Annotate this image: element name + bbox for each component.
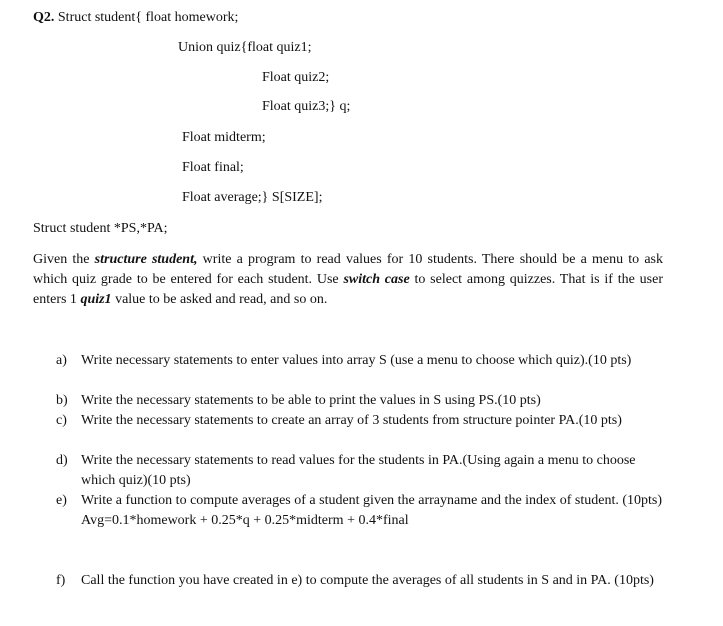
code-line-pointers: Struct student *PS,*PA; — [33, 221, 168, 236]
task-label: f) — [56, 573, 66, 588]
code-line-struct-text: Struct student{ float homework; — [57, 10, 239, 25]
question-number: Q2. — [33, 10, 55, 25]
task-text: Call the function you have created in e) to compute the averages of all students in S and in PA. (10pts) — [81, 573, 654, 588]
task-label: e) — [56, 493, 67, 508]
code-line-average: Float average;} S[SIZE]; — [182, 190, 323, 205]
average-formula: Avg=0.1*homework + 0.25*q + 0.25*midterm + 0.4*final — [81, 513, 409, 528]
task-text: Write necessary statements to enter values into array S (use a menu to choose which quiz).(10 pts) — [81, 353, 632, 368]
task-text: Write the necessary statements to read values for the students in PA.(Using again a menu to choose which quiz)(10 pts) — [81, 453, 636, 488]
task-item-c — [56, 411, 666, 431]
task-text: Write the necessary statements to be able to print the values in S using PS.(10 pts) — [81, 393, 541, 408]
task-text: Write the necessary statements to create an array of 3 students from structure pointer PA.(10 pts) — [81, 413, 622, 428]
task-label: c) — [56, 413, 67, 428]
code-line-union: Union quiz{float quiz1; — [178, 40, 312, 55]
task-item-f — [56, 571, 666, 591]
task-item-b — [56, 391, 666, 411]
task-item-e — [56, 491, 666, 531]
code-line-midterm: Float midterm; — [182, 130, 266, 145]
emphasis-switch-case: switch case — [343, 272, 410, 287]
task-item-a — [56, 351, 666, 371]
emphasis-structure-student: structure student, — [94, 252, 198, 267]
code-line-final: Float final; — [182, 160, 244, 175]
task-text: Write a function to compute averages of a student given the arrayname and the index of student. (10pts) — [81, 493, 663, 508]
code-line-struct — [33, 9, 238, 27]
task-label: b) — [56, 393, 68, 408]
code-line-quiz3: Float quiz3;} q; — [262, 99, 351, 114]
code-line-quiz2: Float quiz2; — [262, 70, 330, 85]
task-item-d — [56, 451, 666, 491]
description-paragraph: Given the structure student, write a program to read values for 10 students. There should be a menu to ask which quiz grade to be entered for each student. Use switch case to select among quizzes. That is if the user enters 1 quiz1 value to be asked and read, and so on. — [33, 252, 663, 307]
task-label: d) — [56, 453, 68, 468]
emphasis-quiz1: quiz1 — [80, 292, 112, 307]
task-label: a) — [56, 353, 67, 368]
